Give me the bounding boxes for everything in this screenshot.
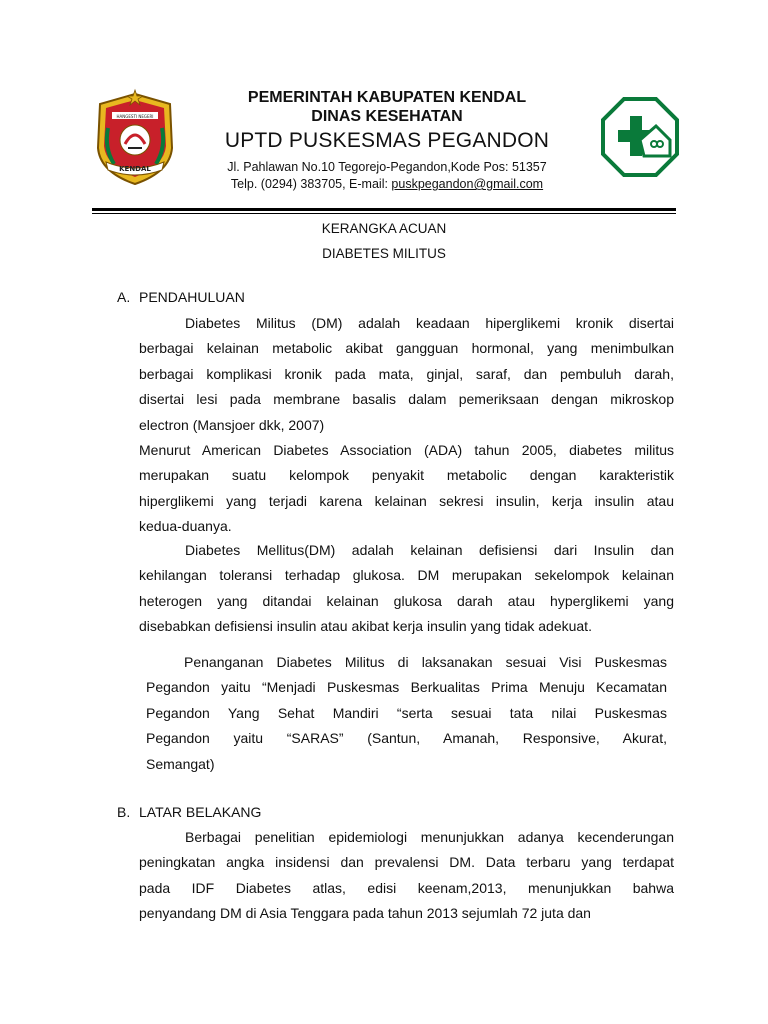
- document-title: KERANGKA ACUAN: [321, 221, 447, 236]
- email-link[interactable]: puskpegandon@gmail.com: [391, 177, 544, 191]
- paragraph-line: disebabkan defisiensi insulin atau akibat kerja insulin yang tidak adekuat.: [139, 618, 592, 635]
- section-a-paragraph-1: [139, 311, 674, 438]
- paragraph-line: Diabetes Militus (DM) adalah keadaan hiperglikemi kronik disertai: [185, 315, 674, 331]
- paragraph-line: penyandang DM di Asia Tenggara pada tahun 2013 sejumlah 72 juta dan: [139, 905, 591, 922]
- paragraph-line: merupakan suatu kelompok penyakit metabolic dengan karakteristik: [139, 467, 674, 484]
- department-name: DINAS KESEHATAN: [311, 108, 463, 125]
- paragraph-line: disertai lesi pada membrane basalis dalam pemeriksaan dengan mikroskop: [139, 391, 674, 408]
- section-b-heading: [117, 804, 261, 820]
- letterhead-divider-thin: [92, 213, 676, 214]
- paragraph-line: Penanganan Diabetes Militus di laksanakan sesuai Visi Puskesmas: [184, 654, 667, 670]
- section-a-paragraph-2: [139, 438, 674, 540]
- logo-motto-text: HANGESTI NEGERI: [116, 114, 154, 119]
- paragraph-line: kedua-duanya.: [139, 518, 232, 535]
- section-a-number: A.: [117, 289, 131, 305]
- paragraph-line: Semangat): [146, 755, 215, 772]
- paragraph-line: Pegandon Yang Sehat Mandiri “serta sesuai tata nilai Puskesmas: [146, 704, 667, 721]
- puskesmas-logo: [600, 96, 680, 178]
- document-subtitle: DIABETES MILITUS: [322, 246, 446, 261]
- paragraph-line: peningkatan angka insidensi dan prevalensi DM. Data terbaru yang terdapat: [139, 854, 674, 871]
- paragraph-line: Menurut American Diabetes Association (ADA) tahun 2005, diabetes militus: [139, 442, 674, 458]
- section-b-label: LATAR BELAKANG: [139, 804, 262, 820]
- paragraph-line: electron (Mansjoer dkk, 2007): [139, 416, 325, 433]
- government-name: PEMERINTAH KABUPATEN KENDAL: [247, 89, 527, 106]
- letterhead-divider-thick: [92, 208, 676, 211]
- paragraph-line: hiperglikemi yang terjadi karena kelainan sekresi insulin, kerja insulin atau: [139, 492, 674, 509]
- paragraph-line: Diabetes Mellitus(DM) adalah kelainan defisiensi dari Insulin dan: [185, 542, 674, 558]
- letterhead: [190, 88, 584, 193]
- section-a-heading: [117, 289, 245, 305]
- contact-line: [190, 176, 584, 193]
- section-a-paragraph-4: [146, 650, 667, 777]
- paragraph-line: Berbagai penelitian epidemiologi menunjukkan adanya kecenderungan: [185, 829, 674, 845]
- phone-text: Telp. (0294) 383705, E-mail:: [230, 177, 392, 191]
- paragraph-line: heterogen yang ditandai kelainan glukosa darah atau hyperglikemi yang: [139, 592, 674, 609]
- paragraph-line: Pegandon yaitu “Menjadi Puskesmas Berkualitas Prima Menuju Kecamatan: [146, 679, 667, 696]
- section-a-label: PENDAHULUAN: [139, 289, 245, 305]
- section-a-paragraph-3: [139, 538, 674, 640]
- section-b-paragraph-1: [139, 825, 674, 927]
- paragraph-line: berbagai kelainan metabolic akibat gangguan hormonal, yang menimbulkan: [139, 340, 674, 357]
- logo-kendal-text: KENDAL: [119, 165, 151, 173]
- address-line: Jl. Pahlawan No.10 Tegorejo-Pegandon,Kode Pos: 51357: [227, 160, 547, 174]
- kendal-regency-emblem-logo: [90, 88, 180, 188]
- section-b-number: B.: [117, 804, 131, 820]
- paragraph-line: Pegandon yaitu “SARAS” (Santun, Amanah, Responsive, Akurat,: [146, 730, 667, 747]
- institution-name: UPTD PUSKESMAS PEGANDON: [224, 129, 550, 152]
- paragraph-line: pada IDF Diabetes atlas, edisi keenam,2013, menunjukkan bahwa: [139, 879, 674, 896]
- paragraph-line: kehilangan toleransi terhadap glukosa. DM merupakan sekelompok kelainan: [139, 567, 674, 584]
- paragraph-line: berbagai komplikasi kronik pada mata, ginjal, saraf, dan pembuluh darah,: [139, 365, 674, 382]
